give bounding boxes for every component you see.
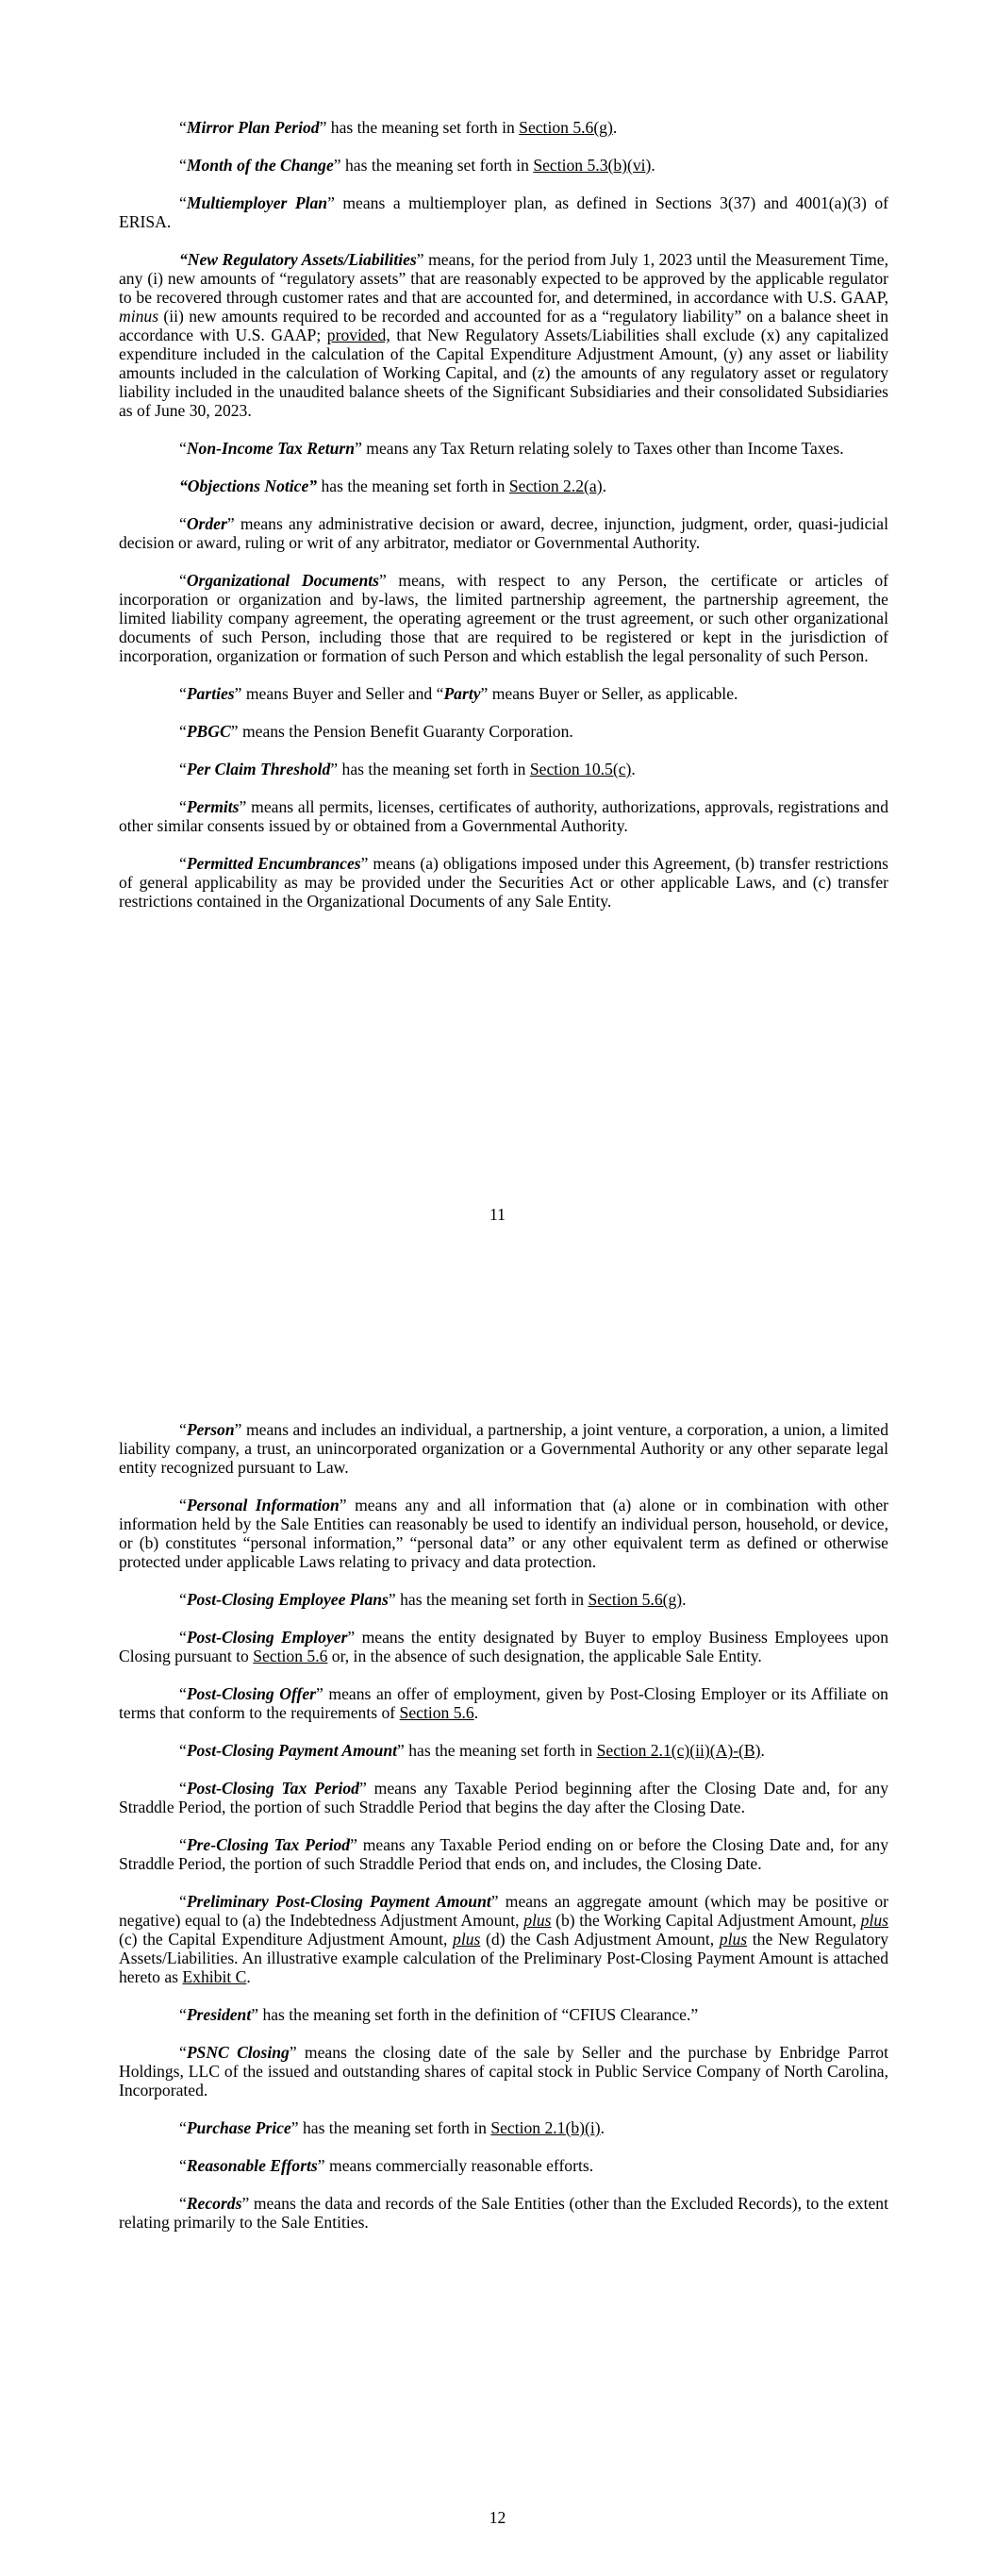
defined-term: Records	[186, 2194, 242, 2213]
definition-text: (d) the Cash Adjustment Amount,	[480, 1930, 720, 1949]
defined-term: Post-Closing Offer	[186, 1684, 317, 1703]
emphasis-text: plus	[453, 1930, 481, 1949]
defined-term: “New Regulatory Assets/Liabilities	[179, 250, 417, 269]
definition-paragraph	[119, 854, 888, 911]
cross-reference: Section 2.2(a)	[508, 477, 603, 495]
definition-paragraph	[119, 156, 888, 175]
emphasis-text: plus	[860, 1911, 889, 1930]
defined-term: Personal Information	[186, 1496, 340, 1514]
definition-text: has the meaning set forth in	[317, 477, 509, 495]
defined-term: Permits	[186, 797, 240, 816]
definition-text: ” means the Pension Benefit Guaranty Corporation.	[230, 722, 573, 741]
defined-term: Post-Closing Employer	[186, 1628, 348, 1647]
definition-text: .	[631, 760, 636, 778]
definition-paragraph	[119, 1684, 888, 1722]
definition-text: “	[179, 1892, 187, 1911]
definition-paragraph	[119, 1892, 888, 1986]
defined-term: Order	[186, 514, 227, 533]
definition-paragraph	[119, 250, 888, 420]
definition-text: ” has the meaning set forth in the definition of “CFIUS Clearance.”	[251, 2005, 699, 2024]
definition-text: ” has the meaning set forth in	[388, 1590, 589, 1609]
defined-term: Pre-Closing Tax Period	[186, 1835, 351, 1854]
definition-paragraph	[119, 2005, 888, 2024]
definition-text: “	[179, 1835, 187, 1854]
defined-term: Purchase Price	[186, 2118, 291, 2137]
definition-paragraph	[119, 1590, 888, 1609]
definition-text: “	[179, 514, 187, 533]
definition-paragraph	[119, 797, 888, 835]
definition-text: (ii) new amounts required to be recorded and accounted for as a “regulatory liability” on a balance sheet in accordance with U.S. GAAP;	[119, 307, 888, 344]
definition-text: “	[179, 722, 187, 741]
cross-reference: Section 5.3(b)(vi)	[533, 156, 652, 175]
definition-text: ” means (a) obligations imposed under this Agreement, (b) transfer restrictions of general applicability as may be provided under the Securities Act or other applicable Laws, and (c) transfer restrictions contained in the Organizational Documents of any Sale Entity.	[119, 854, 888, 911]
defined-term: President	[186, 2005, 252, 2024]
definition-paragraph	[119, 1628, 888, 1665]
defined-term: “Objections Notice”	[179, 477, 318, 495]
definition-text: ” means commercially reasonable efforts.	[317, 2156, 594, 2175]
defined-term: Post-Closing Tax Period	[186, 1779, 359, 1798]
emphasis-text: plus	[719, 1930, 748, 1949]
page-12	[0, 1288, 995, 2576]
definition-text: “	[179, 1496, 187, 1514]
definition-text: “	[179, 854, 187, 873]
defined-term: Organizational Documents	[186, 571, 380, 590]
definition-text: .	[651, 156, 655, 175]
definition-text: “	[179, 1628, 187, 1647]
definition-text: ” means any and all information that (a) alone or in combination with other information held by the Sale Entities can reasonably be used to identify an individual person, household, or device, or (b) constitutes “personal information,” “personal data” or any other equivalent term as defined or otherwise protected under applicable Laws relating to privacy and data protection.	[119, 1496, 889, 1571]
definition-text: ” has the meaning set forth in	[319, 118, 520, 137]
defined-term: Parties	[186, 684, 235, 703]
page-number: 12	[489, 2508, 506, 2527]
defined-term: Person	[186, 1420, 235, 1439]
definition-paragraph	[119, 1779, 888, 1816]
definition-text: “	[179, 156, 187, 175]
defined-term: Reasonable Efforts	[186, 2156, 318, 2175]
definition-paragraph	[119, 477, 888, 495]
cross-reference: Section 5.6	[399, 1703, 474, 1722]
definition-text: ” means any Taxable Period ending on or before the Closing Date and, for any Straddle Period, the portion of such Straddle Period that ends on, and includes, the Closing Date.	[119, 1835, 889, 1873]
definition-text: ” means any Tax Return relating solely to Taxes other than Income Taxes.	[355, 439, 844, 458]
definition-text: ” means the closing date of the sale by Seller and the purchase by Enbridge Parrot Holdings, LLC of the issued and outstanding shares of capital stock in Public Service Company of North Carolina, Incorporated.	[119, 2043, 888, 2099]
definition-text: .	[473, 1703, 479, 1722]
definition-text: “	[179, 1741, 187, 1760]
definition-text: ” means any Taxable Period beginning after the Closing Date and, for any Straddle Period, the portion of such Straddle Period that begins the day after the Closing Date.	[119, 1779, 889, 1816]
definition-paragraph	[119, 760, 888, 778]
definition-text: “	[179, 2156, 187, 2175]
definition-paragraph	[119, 2118, 888, 2137]
definition-paragraph	[119, 514, 888, 552]
definition-text: .	[246, 1967, 251, 1986]
definition-text: ” has the meaning set forth in	[333, 156, 534, 175]
definition-text: (c) the Capital Expenditure Adjustment Amount,	[119, 1930, 454, 1949]
definition-text: “	[179, 2194, 187, 2213]
definition-text: ” means, for the period from July 1, 2023 until the Measurement Time, any (i) new amounts of “regulatory assets” that are reasonably expected to be approved by the applicable regulator to be recovered through customer rates and that are accounted for, and determined, in accordance with U.S. GAAP,	[119, 250, 889, 307]
definition-text: (b) the Working Capital Adjustment Amount,	[551, 1911, 861, 1930]
definition-paragraph	[119, 1420, 888, 1477]
page-number: 11	[489, 1205, 506, 1224]
definition-text: .	[682, 1590, 687, 1609]
definition-text: or, in the absence of such designation, the applicable Sale Entity.	[327, 1647, 762, 1665]
definition-text: ” means Buyer and Seller and “	[234, 684, 444, 703]
definition-text: .	[760, 1741, 765, 1760]
definition-text: “	[179, 1684, 187, 1703]
cross-reference: provided,	[326, 326, 390, 344]
definition-text: “	[179, 193, 187, 212]
cross-reference: Exhibit C	[182, 1967, 247, 1986]
definition-paragraph	[119, 722, 888, 741]
definition-paragraph	[119, 2043, 888, 2099]
definition-paragraph	[119, 571, 888, 665]
definition-text: ” means Buyer or Seller, as applicable.	[480, 684, 738, 703]
definition-text: ” has the meaning set forth in	[290, 2118, 491, 2137]
definition-text: “	[179, 2118, 187, 2137]
emphasis-text: plus	[523, 1911, 552, 1930]
definition-paragraph	[119, 439, 888, 458]
definition-text: .	[602, 477, 606, 495]
cross-reference: Section 10.5(c)	[529, 760, 632, 778]
defined-term: Multiemployer Plan	[186, 193, 328, 212]
defined-term: Per Claim Threshold	[186, 760, 331, 778]
definition-text: .	[612, 118, 618, 137]
defined-term: Non-Income Tax Return	[186, 439, 356, 458]
definition-paragraph	[119, 1496, 888, 1571]
defined-term: Month of the Change	[186, 156, 334, 175]
page-12-body	[119, 1420, 888, 2250]
definition-paragraph	[119, 1835, 888, 1873]
defined-term: Party	[443, 684, 481, 703]
definition-text: “	[179, 2005, 187, 2024]
definition-paragraph	[119, 193, 888, 231]
definition-text: ” means a multiemployer plan, as defined in Sections 3(37) and 4001(a)(3) of ERISA.	[119, 193, 888, 231]
definition-text: ” means any administrative decision or award, decree, injunction, judgment, order, quasi-judicial decision or award, ruling or writ of any arbitrator, mediator or Governmental Authority.	[119, 514, 888, 552]
page-11-body	[119, 118, 888, 929]
definition-paragraph	[119, 2194, 888, 2232]
definition-text: “	[179, 2043, 187, 2062]
definition-paragraph	[119, 684, 888, 703]
definition-text: the New Regulatory Assets/Liabilities. An illustrative example calculation of the Preliminary Post-Closing Payment Amount is attached hereto as	[119, 1930, 889, 1986]
definition-text: ” means an aggregate amount (which may be positive or negative) equal to (a) the Indebtedness Adjustment Amount,	[119, 1892, 888, 1930]
cross-reference: Section 2.1(c)(ii)(A)-(B)	[596, 1741, 761, 1760]
definition-text: .	[600, 2118, 605, 2137]
cross-reference: Section 5.6	[253, 1647, 328, 1665]
definition-paragraph	[119, 2156, 888, 2175]
emphasis-text: minus	[119, 307, 159, 326]
cross-reference: Section 5.6(g)	[588, 1590, 683, 1609]
definition-text: ” means and includes an individual, a partnership, a joint venture, a corporation, a union, a limited liability company, a trust, an unincorporated organization or a Governmental Authority or any other separate legal entity recognized pursuant to Law.	[119, 1420, 888, 1477]
definition-paragraph	[119, 118, 888, 137]
definition-paragraph	[119, 1741, 888, 1760]
definition-text: ” means the data and records of the Sale Entities (other than the Excluded Records), to the extent relating primarily to the Sale Entities.	[119, 2194, 888, 2232]
definition-text: ” has the meaning set forth in	[330, 760, 530, 778]
definition-text: “	[179, 439, 187, 458]
definition-text: “	[179, 797, 187, 816]
defined-term: PSNC Closing	[186, 2043, 290, 2062]
definition-text: “	[179, 118, 187, 137]
definition-text: “	[179, 1590, 187, 1609]
cross-reference: Section 5.6(g)	[519, 118, 613, 137]
defined-term: Preliminary Post-Closing Payment Amount	[186, 1892, 491, 1911]
definition-text: “	[179, 1779, 187, 1798]
definition-text: ” means, with respect to any Person, the certificate or articles of incorporation or organization and by-laws, the limited partnership agreement, the partnership agreement, the limited liability company agreement, the operating agreement or the trust agreement, or such other organizational documents of such Person, including those that are required to be registered or kept in the jurisdiction of incorporation, organization or formation of such Person and which establish the legal personality of such Person.	[119, 571, 888, 665]
definition-text: ” has the meaning set forth in	[397, 1741, 597, 1760]
defined-term: Permitted Encumbrances	[186, 854, 361, 873]
definition-text: that New Regulatory Assets/Liabilities shall exclude (x) any capitalized expenditure included in the calculation of the Capital Expenditure Adjustment Amount, (y) any asset or liability amounts included in the calculation of Working Capital, and (z) the amounts of any regulatory asset or regulatory liability included in the unaudited balance sheets of the Significant Subsidiaries and their consolidated Subsidiaries as of June 30, 2023.	[119, 326, 888, 420]
definition-text: ” means all permits, licenses, certificates of authority, authorizations, approvals, registrations and other similar consents issued by or obtained from a Governmental Authority.	[119, 797, 888, 835]
cross-reference: Section 2.1(b)(i)	[490, 2118, 601, 2137]
definition-text: “	[179, 684, 187, 703]
definition-text: “	[179, 1420, 187, 1439]
defined-term: Mirror Plan Period	[186, 118, 320, 137]
defined-term: Post-Closing Employee Plans	[186, 1590, 389, 1609]
definition-text: ” means an offer of employment, given by Post-Closing Employer or its Affiliate on terms that conform to the requirements of	[119, 1684, 888, 1722]
definition-text: “	[179, 571, 187, 590]
defined-term: PBGC	[186, 722, 231, 741]
definition-text: ” means the entity designated by Buyer to employ Business Employees upon Closing pursuant to	[119, 1628, 888, 1665]
defined-term: Post-Closing Payment Amount	[186, 1741, 398, 1760]
definition-text: “	[179, 760, 187, 778]
